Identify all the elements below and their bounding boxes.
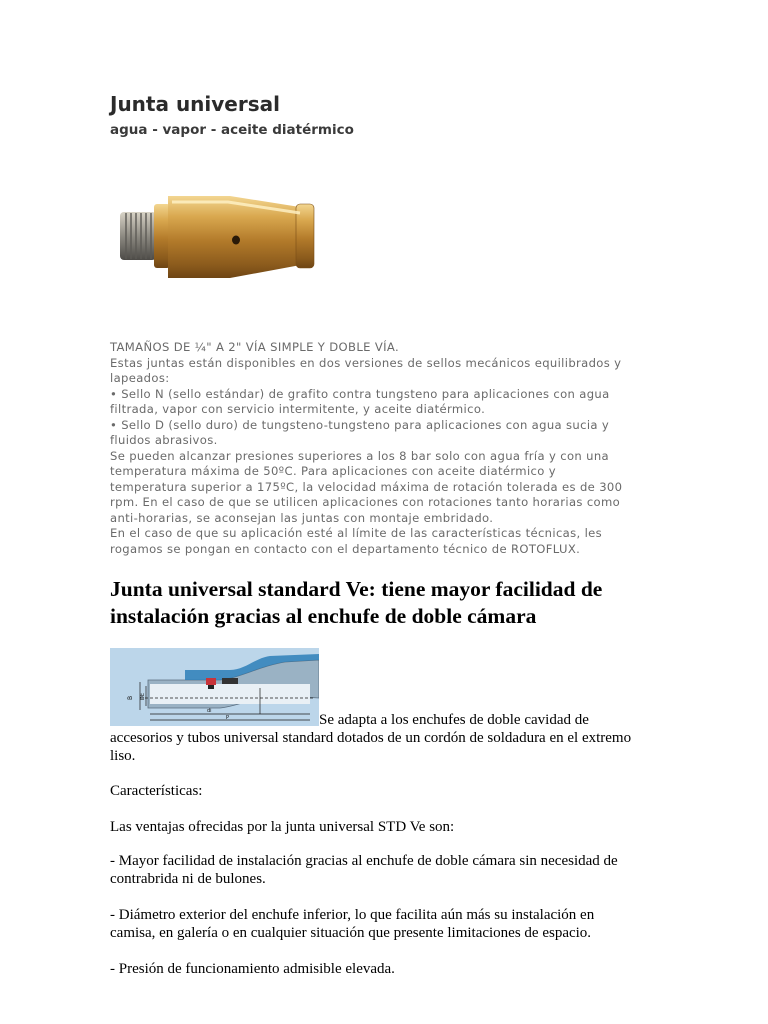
spec-line: anti-horarias, se aconsejan las juntas con montaje embridado. [110, 510, 494, 525]
spec-line: temperatura superior a 175ºC, la velocidad máxima de rotación tolerada es de 300 [110, 479, 623, 494]
spec-line: En el caso de que su aplicación esté al límite de las características técnicas, les [110, 526, 603, 540]
page-subtitle: agua - vapor - aceite diatérmico [110, 122, 354, 138]
diagram-label: B [127, 695, 134, 700]
spec-line: TAMAÑOS DE ¼" A 2" VÍA SIMPLE Y DOBLE VÍA. [110, 340, 400, 354]
spec-line: lapeados: [110, 371, 170, 385]
advantage-line: - Diámetro exterior del enchufe inferior, lo que facilita aún más su instalación en [110, 907, 595, 923]
spec-line: Estas juntas están disponibles en dos versiones de sellos mecánicos equilibrados y [110, 355, 622, 370]
diagram-label: di [207, 708, 212, 714]
advantage-item [110, 852, 670, 888]
spec-line: rogamos se pongan en contacto con el departamento técnico de ROTOFLUX. [110, 541, 581, 556]
spec-line: Se pueden alcanzar presiones superiores a los 8 bar solo con agua fría y con una [110, 448, 609, 463]
diagram-label: DE [140, 692, 146, 700]
advantage-item: - Presión de funcionamiento admisible elevada. [110, 961, 395, 977]
advantage-item [110, 906, 670, 942]
intro-line: accesorios y tubos universal standard dotados de un cordón de soldadura en el extremo [110, 730, 632, 746]
spec-line: • Sello N (sello estándar) de grafito contra tungsteno para aplicaciones con agua [110, 386, 610, 401]
advantage-line: - Mayor facilidad de instalación gracias al enchufe de doble cámara sin necesidad de [110, 853, 618, 869]
section-heading [110, 576, 670, 630]
advantage-line: contrabrida ni de bulones. [110, 871, 266, 887]
section-heading-line: instalación gracias al enchufe de doble cámara [110, 604, 537, 628]
intro-paragraph [110, 729, 670, 765]
diagram-label: P [226, 715, 230, 721]
specifications-text [110, 340, 655, 557]
intro-line: liso. [110, 748, 136, 764]
page-title: Junta universal [110, 92, 280, 116]
section-heading-line: Junta universal standard Ve: tiene mayor facilidad de [110, 577, 603, 601]
advantages-intro: Las ventajas ofrecidas por la junta universal STD Ve son: [110, 819, 455, 835]
features-label: Características: [110, 783, 203, 799]
spec-line: filtrada, vapor con servicio intermitente, y aceite diatérmico. [110, 402, 486, 416]
joint-cross-section-diagram [110, 648, 319, 726]
spec-line: fluidos abrasivos. [110, 433, 218, 447]
spec-line: temperatura máxima de 50ºC. Para aplicaciones con aceite diatérmico y [110, 464, 556, 478]
rotary-joint-photo [110, 180, 330, 290]
spec-line: rpm. En el caso de que se utilicen aplicaciones con rotaciones tanto horarias como [110, 495, 621, 509]
intro-paragraph-first-line: Se adapta a los enchufes de doble cavidad de [319, 712, 589, 728]
advantage-line: camisa, en galería o en cualquier situación que presente limitaciones de espacio. [110, 925, 592, 941]
spec-line: • Sello D (sello duro) de tungsteno-tungsteno para aplicaciones con agua sucia y [110, 417, 610, 432]
